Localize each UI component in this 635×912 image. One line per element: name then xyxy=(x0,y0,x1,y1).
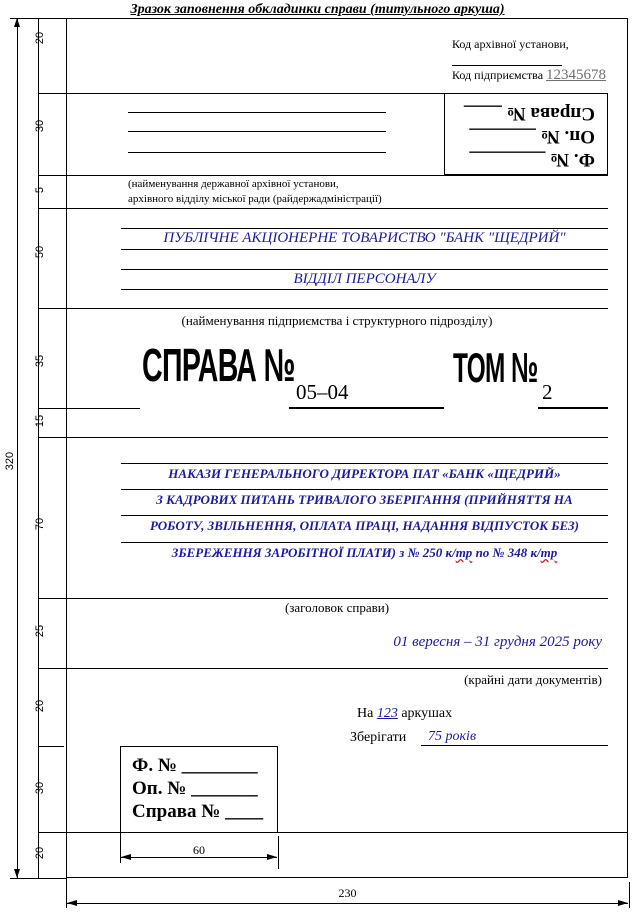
organization-caption: (найменування підприємства і структурного підрозділу) xyxy=(181,313,493,328)
organization-name: ПУБЛІЧНЕ АКЦІОНЕРНЕ ТОВАРИСТВО "БАНК "ЩЕДРИЙ" xyxy=(163,230,566,246)
stamp-box xyxy=(120,746,278,833)
case-number-underline xyxy=(289,407,444,409)
arrow-down-icon xyxy=(14,869,20,878)
dimension-label-stamp-width: 60 xyxy=(193,843,205,857)
divider-line xyxy=(10,878,66,879)
stamp-inverted-fond-line: Ф. № ________ xyxy=(469,149,595,170)
spellcheck-flag: тр xyxy=(540,545,558,560)
case-title-line1: НАКАЗИ ГЕНЕРАЛЬНОГО ДИРЕКТОРА ПАТ «БАНК «ЩЕДРИЙ» xyxy=(168,466,561,481)
org-line xyxy=(121,289,608,290)
archive-name-line xyxy=(128,131,386,132)
dimension-label-total-width: 230 xyxy=(338,886,357,900)
archive-code-label: Код архівної установи, xyxy=(452,37,569,51)
dimension-extension-line xyxy=(629,882,630,908)
archive-name-line xyxy=(128,152,386,153)
retention-label: Зберігати xyxy=(350,730,407,745)
org-line xyxy=(121,269,608,270)
case-title-line4: ЗБЕРЕЖЕННЯ ЗАРОБІТНОЇ ПЛАТИ) з № 250 к/тр по № 348 к/тр xyxy=(171,545,558,560)
spellcheck-flag: тр xyxy=(455,545,473,560)
enterprise-code-row xyxy=(452,67,606,84)
archive-caption-line1: (найменування державної архівної установи, xyxy=(128,178,339,190)
retention-underline xyxy=(421,745,608,746)
stamp-inverted-opys-line: Оп. № _______ xyxy=(469,126,595,147)
date-range-caption: (крайні дати документів) xyxy=(464,672,602,687)
dimension-line-sections xyxy=(38,18,39,878)
case-title-line xyxy=(121,515,608,516)
case-title-caption: (заголовок справи) xyxy=(284,600,390,615)
arrow-up-icon xyxy=(14,18,20,27)
divider-line xyxy=(38,598,608,599)
dimension-line-total-width xyxy=(67,903,628,904)
dimension-label-total-height: 320 xyxy=(4,451,16,471)
retention-value: 75 років xyxy=(428,729,477,744)
divider-line xyxy=(38,308,608,309)
date-range: 01 вересня – 31 грудня 2025 року xyxy=(393,634,602,650)
dimension-label-section: 20 xyxy=(34,846,46,860)
dimension-label-section: 30 xyxy=(34,781,46,795)
org-line xyxy=(121,228,608,229)
enterprise-code-value: 12345678 xyxy=(546,67,607,83)
divider-line xyxy=(38,668,608,669)
divider-line xyxy=(38,408,140,409)
dimension-label-section: 15 xyxy=(34,414,46,428)
dimension-label-section: 35 xyxy=(34,354,46,368)
dimension-label-section: 50 xyxy=(34,245,46,259)
archive-code-blank xyxy=(452,65,562,66)
volume-number: 2 xyxy=(542,380,553,404)
case-number: 05–04 xyxy=(296,380,349,404)
dimension-line-total-height xyxy=(17,18,18,878)
dimension-label-section: 20 xyxy=(34,31,46,45)
case-title-line2: З КАДРОВИХ ПИТАНЬ ТРИВАЛОГО ЗБЕРІГАННЯ (ПРИЙНЯТТЯ НА xyxy=(156,492,573,507)
case-title-line xyxy=(121,542,608,543)
dimension-label-section: 70 xyxy=(34,517,46,531)
archive-name-line xyxy=(128,112,386,113)
dimension-label-section: 20 xyxy=(34,699,46,713)
enterprise-code-label: Код підприємства xyxy=(452,68,544,82)
divider-line xyxy=(38,208,608,209)
volume-label: ТОМ № xyxy=(453,344,538,391)
stamp-case-line: Справа № ____ xyxy=(132,801,264,822)
divider-line xyxy=(38,437,608,438)
volume-number-underline xyxy=(538,407,608,409)
sheets-count-row: На 123 аркушах xyxy=(357,706,453,721)
stamp-opys-line: Оп. № _______ xyxy=(132,778,258,799)
stamp-inverted-case-line: Справа № ____ xyxy=(463,103,595,124)
dimension-label-section: 5 xyxy=(34,186,46,194)
page-title: Зразок заповнення обкладинки справи (титульного аркуша) xyxy=(130,2,505,17)
dimension-label-section: 30 xyxy=(34,119,46,133)
case-label: СПРАВА № xyxy=(142,339,295,391)
archive-caption-line2: архівного відділу міської ради (райдержадміністрації) xyxy=(128,193,382,205)
case-title-line xyxy=(121,463,608,464)
department-name: ВІДДІЛ ПЕРСОНАЛУ xyxy=(293,271,436,287)
dimension-label-section: 25 xyxy=(34,624,46,638)
divider-line xyxy=(38,175,608,176)
divider-line xyxy=(38,746,64,747)
dimension-extension-line xyxy=(278,836,279,869)
org-line xyxy=(121,249,608,250)
stamp-fond-line: Ф. № ________ xyxy=(132,755,258,776)
stamp-box-inverted xyxy=(444,93,608,175)
case-title-line xyxy=(121,489,608,490)
sheets-count: 123 xyxy=(376,706,398,721)
case-title-line3: РОБОТУ, ЗВІЛЬНЕННЯ, ОПЛАТА ПРАЦІ, НАДАННЯ ВІДПУСТОК БЕЗ) xyxy=(150,518,579,533)
